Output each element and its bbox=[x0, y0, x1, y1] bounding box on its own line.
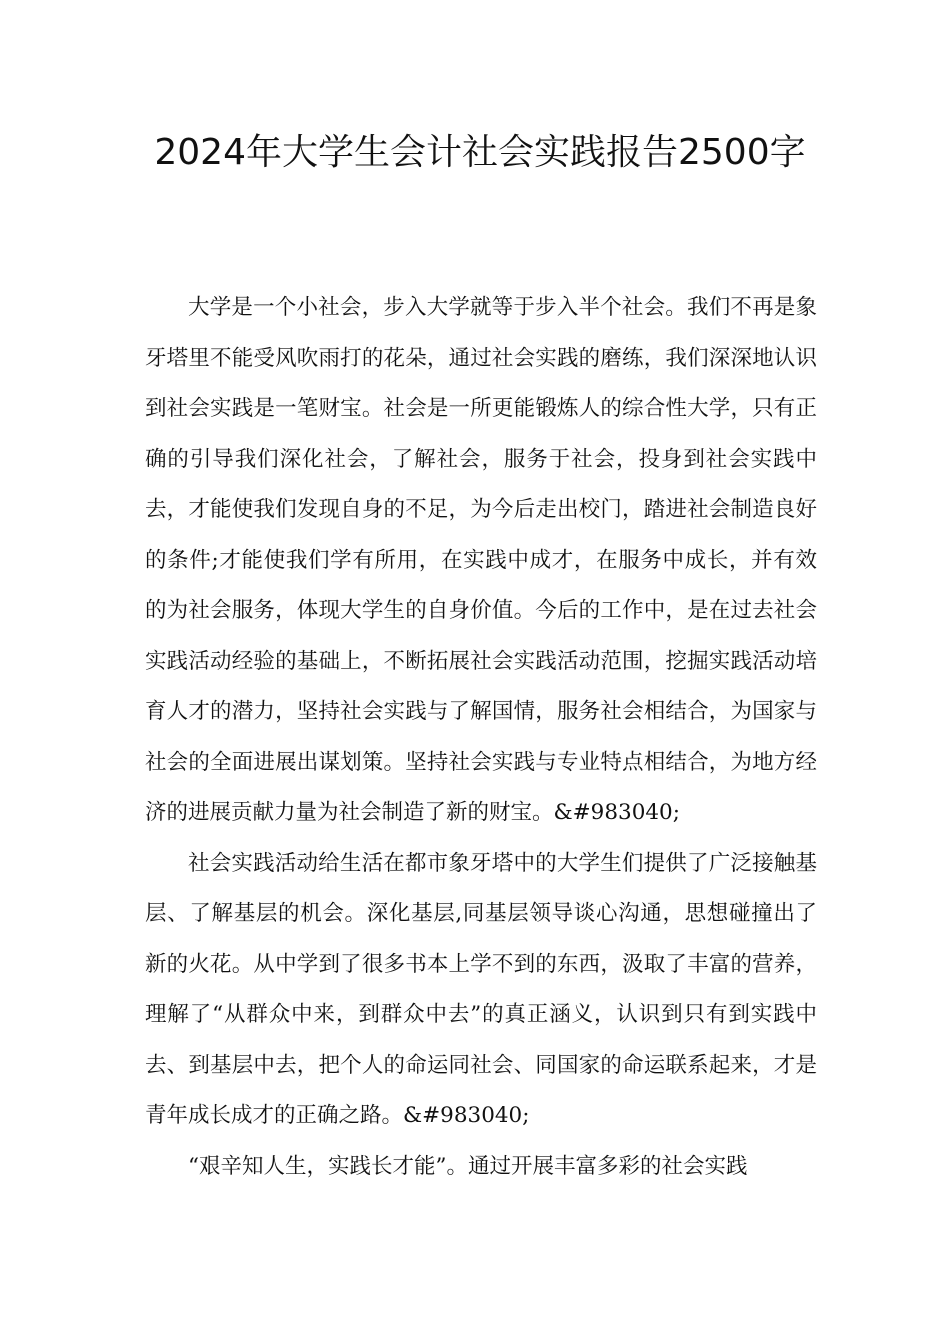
document-body bbox=[145, 283, 817, 1192]
document-title: 2024年大学生会计社会实践报告2500字 bbox=[154, 132, 806, 173]
paragraph-1: 大学是一个小社会，步入大学就等于步入半个社会。我们不再是象牙塔里不能受风吹雨打的花朵，通过社会实践的磨练，我们深深地认识到社会实践是一笔财宝。社会是一所更能锻炼人的综合性大学，只有正确的引导我们深化社会，了解社会，服务于社会，投身到社会实践中去，才能使我们发现自身的不足，为今后走出校门，踏进社会制造良好的条件;才能使我们学有所用，在实践中成才，在服务中成长，并有效的为社会服务，体现大学生的自身价值。今后的工作中，是在过去社会实践活动经验的基础上，不断拓展社会实践活动范围，挖掘实践活动培育人才的潜力，坚持社会实践与了解国情，服务社会相结合，为国家与社会的全面进展出谋划策。坚持社会实践与专业特点相结合，为地方经济的进展贡献力量为社会制造了新的财宝。&#983040; bbox=[145, 295, 817, 825]
paragraph-2: 社会实践活动给生活在都市象牙塔中的大学生们提供了广泛接触基层、了解基层的机会。深化基层,同基层领导谈心沟通，思想碰撞出了新的火花。从中学到了很多书本上学不到的东西，汲取了丰富的营养，理解了“从群众中来，到群众中去”的真正涵义，认识到只有到实践中去、到基层中去，把个人的命运同社会、同国家的命运联系起来，才是青年成长成才的正确之路。&#983040; bbox=[145, 850, 817, 1128]
paragraph-3: “艰辛知人生，实践长才能”。通过开展丰富多彩的社会实践 bbox=[188, 1153, 748, 1179]
